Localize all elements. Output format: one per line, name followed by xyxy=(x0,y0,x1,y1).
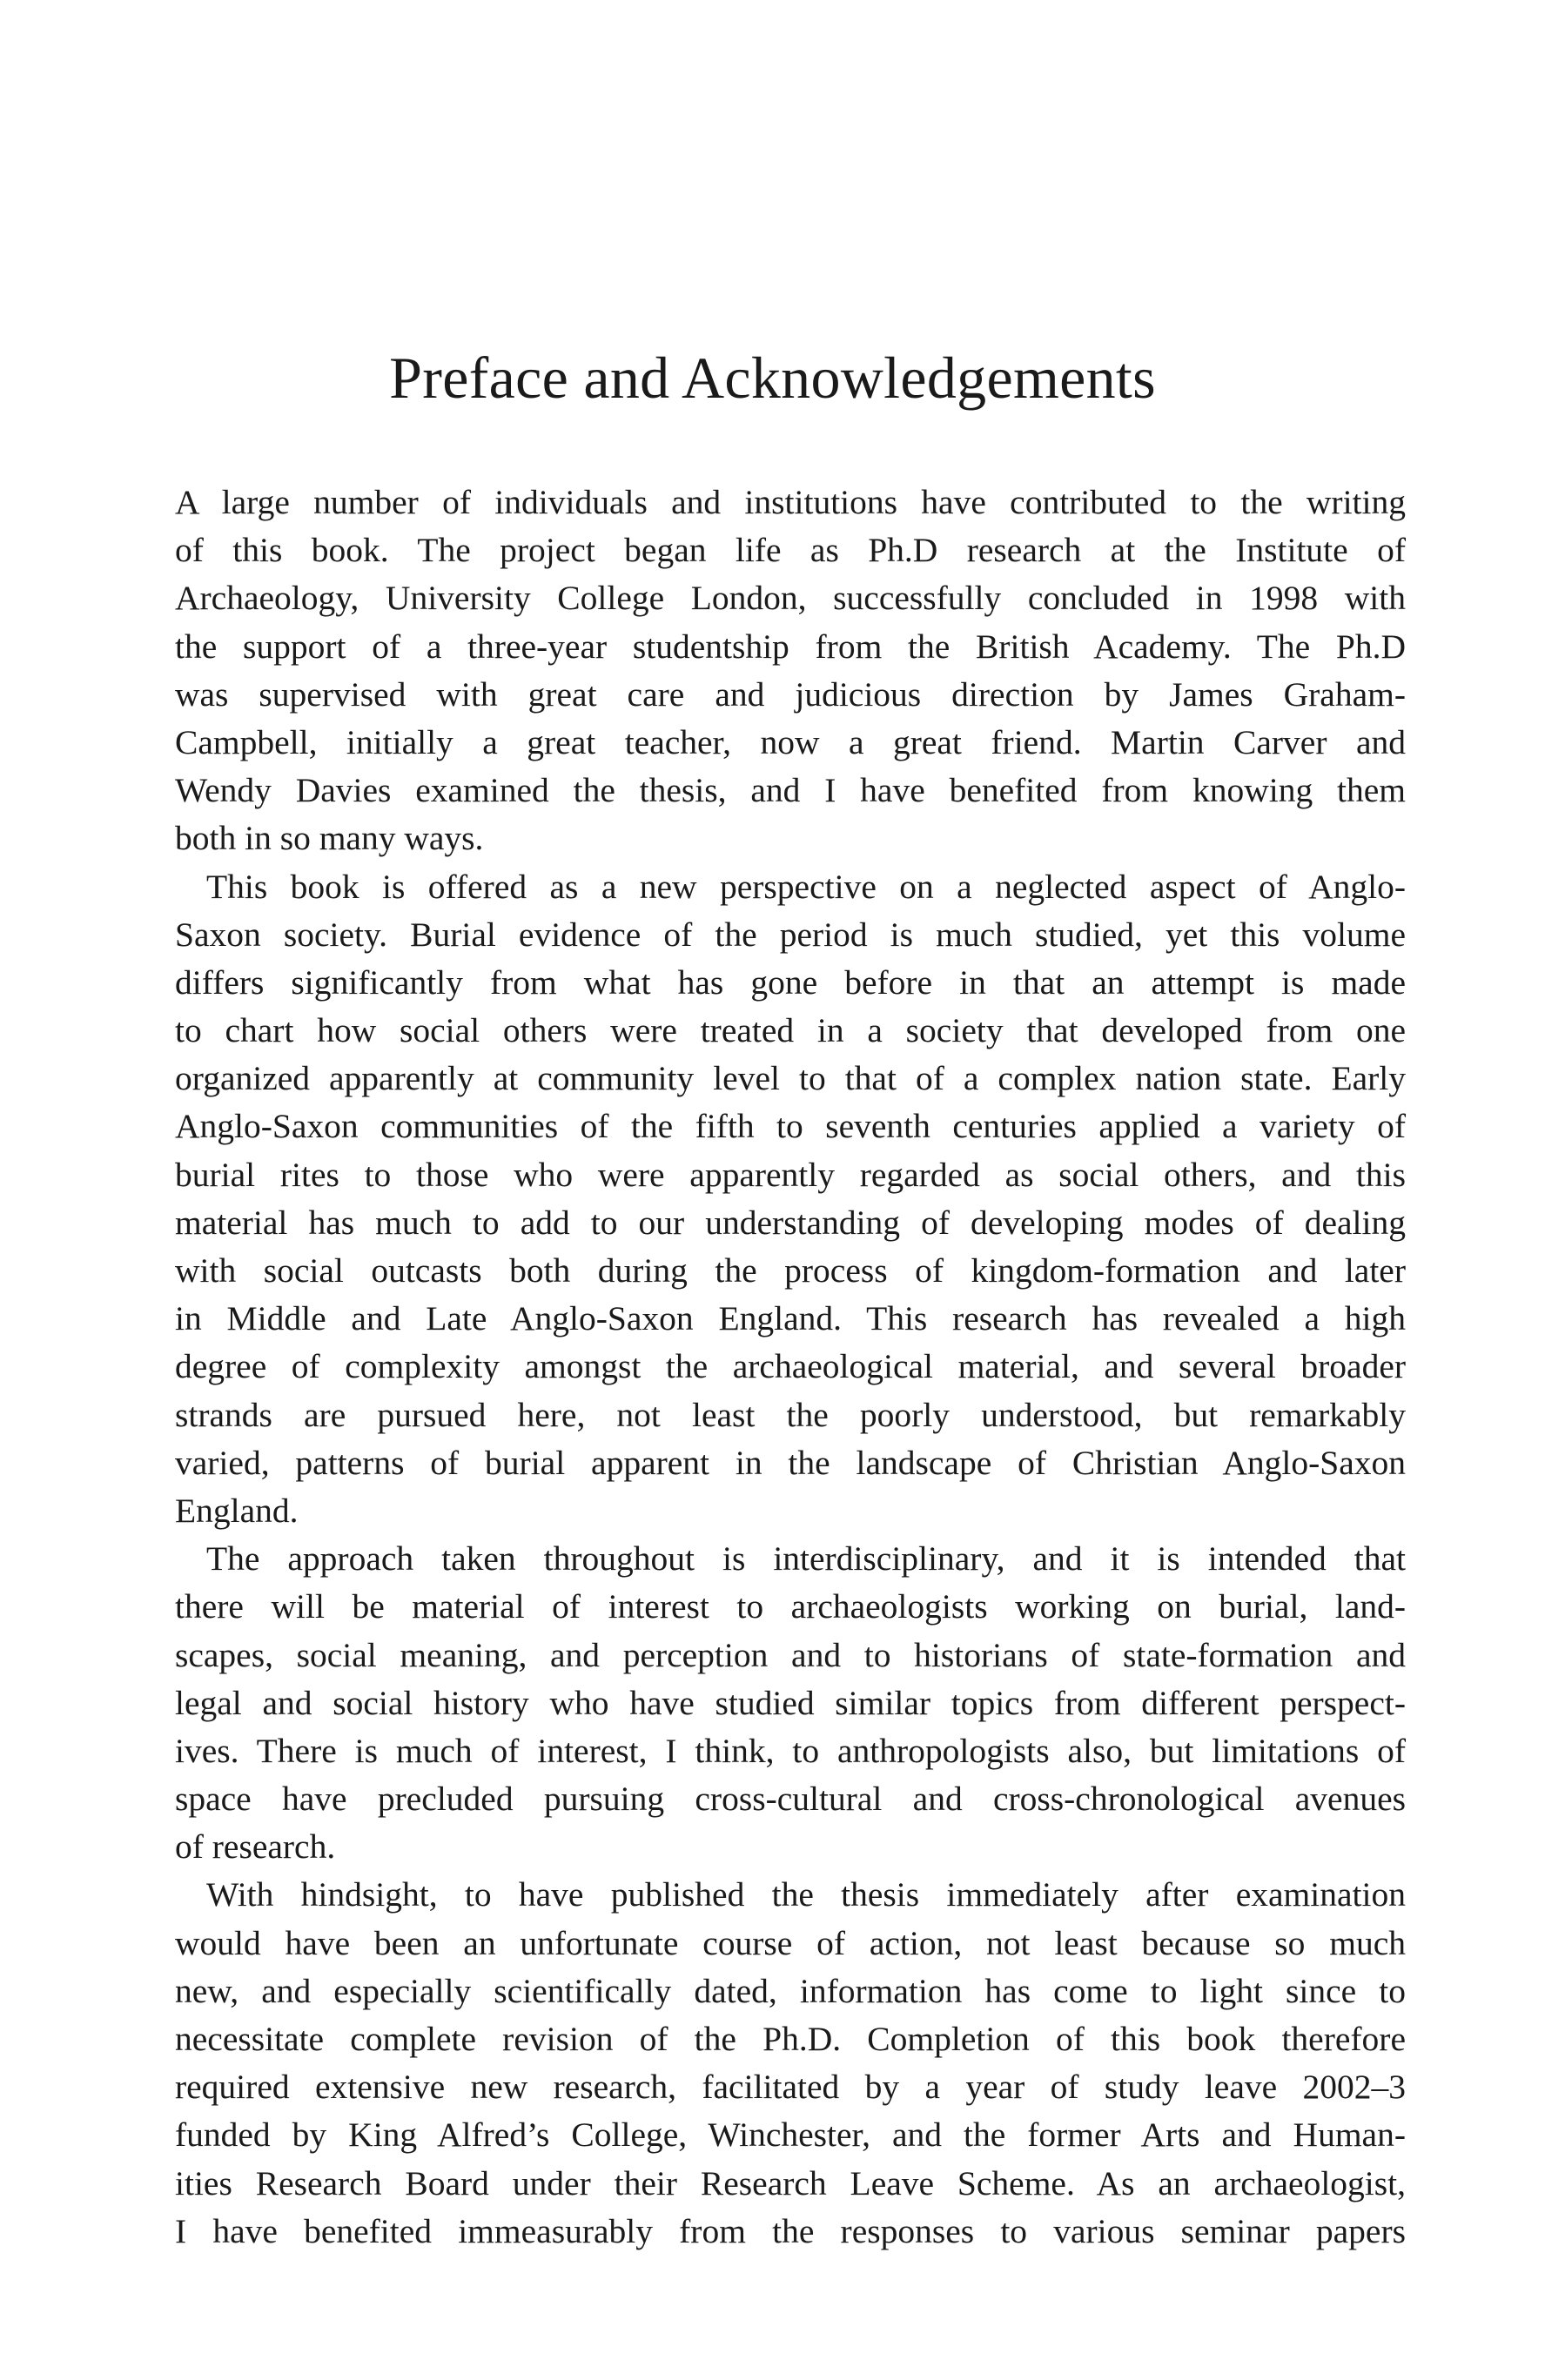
text-line: ities Research Board under their Research Leave Scheme. As an archaeologist, xyxy=(175,2163,1406,2202)
text-line: would have been an unfortunate course of action, not least because so much xyxy=(175,1923,1406,1962)
text-line: differs significantly from what has gone before in that an attempt is made xyxy=(175,962,1406,1002)
text-line: with social outcasts both during the process of kingdom-formation and later xyxy=(175,1251,1406,1290)
text-line: burial rites to those who were apparently regarded as social others, and this xyxy=(175,1155,1406,1194)
text-line: Archaeology, University College London, successfully concluded in 1998 with xyxy=(175,579,1406,618)
text-line: scapes, social meaning, and perception and to historians of state-formation and xyxy=(175,1635,1406,1674)
text-line: varied, patterns of burial apparent in the landscape of Christian Anglo-Saxon xyxy=(175,1443,1406,1482)
text-line: organized apparently at community level to that of a complex nation state. Early xyxy=(175,1059,1406,1098)
paragraph xyxy=(175,479,1406,863)
text-line: Campbell, initially a great teacher, now a great friend. Martin Carver and xyxy=(175,722,1406,761)
paragraph xyxy=(175,863,1406,1536)
text-line: of research. xyxy=(175,1827,336,1867)
text-line: The approach taken throughout is interdisciplinary, and it is intended that xyxy=(206,1539,1406,1579)
paragraph xyxy=(175,1535,1406,1871)
text-line: space have precluded pursuing cross-cultural and cross-chronological avenues xyxy=(175,1780,1406,1819)
text-line: Saxon society. Burial evidence of the period is much studied, yet this volume xyxy=(175,915,1406,954)
text-line: in Middle and Late Anglo-Saxon England. This research has revealed a high xyxy=(175,1299,1406,1338)
paragraph xyxy=(175,1871,1406,2256)
text-line: funded by King Alfred’s College, Winchester, and the former Arts and Human- xyxy=(175,2115,1406,2155)
text-line: there will be material of interest to archaeologists working on burial, land- xyxy=(175,1587,1406,1626)
page-title: Preface and Acknowledgements xyxy=(389,345,1156,411)
text-line: to chart how social others were treated in a society that developed from one xyxy=(175,1011,1406,1050)
text-line: England. xyxy=(175,1491,299,1530)
text-line: A large number of individuals and institutions have contributed to the writing xyxy=(175,483,1406,521)
text-line: With hindsight, to have published the thesis immediately after examination xyxy=(206,1875,1406,1914)
text-line: This book is offered as a new perspective on a neglected aspect of Anglo- xyxy=(206,867,1406,906)
text-line: material has much to add to our understanding of developing modes of dealing xyxy=(175,1203,1406,1242)
text-line: ives. There is much of interest, I think, to anthropologists also, but limitations of xyxy=(175,1731,1406,1770)
text-line: of this book. The project began life as Ph.D research at the Institute of xyxy=(175,531,1406,570)
text-line: strands are pursued here, not least the poorly understood, but remarkably xyxy=(175,1395,1406,1434)
text-line: necessitate complete revision of the Ph.D. Completion of this book therefore xyxy=(175,2020,1406,2058)
text-line: required extensive new research, facilitated by a year of study leave 2002–3 xyxy=(175,2068,1406,2107)
text-line: the support of a three-year studentship from the British Academy. The Ph.D xyxy=(175,627,1406,666)
text-line: degree of complexity amongst the archaeological material, and several broader xyxy=(175,1347,1406,1386)
text-line: new, and especially scientifically dated, information has come to light since to xyxy=(175,1971,1406,2010)
text-line: both in so many ways. xyxy=(175,819,484,858)
text-line: Anglo-Saxon communities of the fifth to seventh centuries applied a variety of xyxy=(175,1107,1406,1146)
text-line: was supervised with great care and judicious direction by James Graham- xyxy=(175,674,1406,714)
text-line: legal and social history who have studied similar topics from different perspect- xyxy=(175,1683,1406,1722)
text-line: Wendy Davies examined the thesis, and I have benefited from knowing them xyxy=(175,771,1406,810)
text-line: I have benefited immeasurably from the responses to various seminar papers xyxy=(175,2211,1406,2250)
body-text xyxy=(175,479,1406,2256)
